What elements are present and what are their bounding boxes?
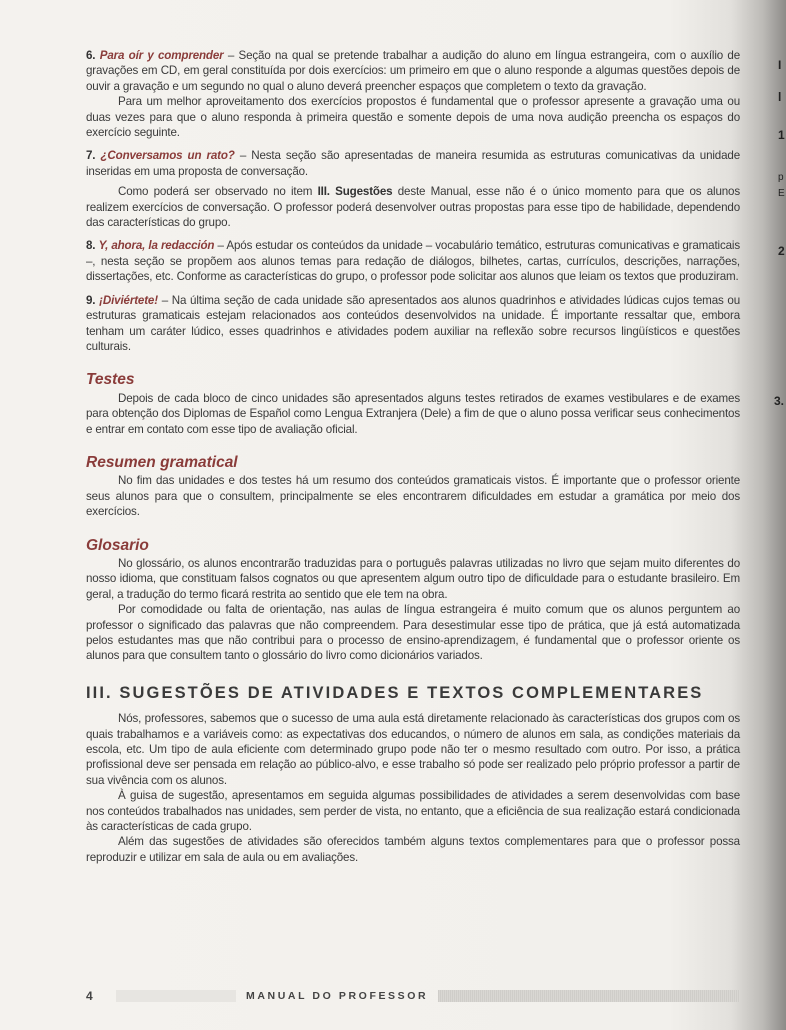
list-item-9 bbox=[86, 293, 740, 355]
paragraph-text: deste Manual, esse não é o único momento para que os alunos realizem exercícios de conversação. O professor poderá desenvolver outras propostas para esse tipo de habilidade, dependendo das características do grupo. bbox=[86, 185, 740, 230]
resumen-heading: Resumen gramatical bbox=[86, 453, 238, 471]
page-content bbox=[86, 48, 740, 865]
edge-mark: E bbox=[778, 188, 785, 199]
item-title: ¿Conversamos un rato? bbox=[100, 149, 235, 163]
page-footer bbox=[86, 988, 740, 1004]
item-number: 7. bbox=[86, 149, 96, 163]
list-item-6 bbox=[86, 48, 740, 140]
item-text: – Nesta seção são apresentadas de maneira resumida as estruturas comunicativas da unidade inseridas em uma proposta de conversação. bbox=[86, 149, 741, 178]
list-item-7 bbox=[86, 148, 740, 230]
edge-mark: p bbox=[778, 172, 784, 183]
edge-mark: 1 bbox=[778, 128, 785, 142]
edge-mark: I bbox=[778, 58, 782, 72]
item-text: – Após estudar os conteúdos da unidade – vocabulário temático, estruturas comunicativas e gramaticais –, nesta seção se propõem aos alunos temas para redação de diálogos, bilhetes, cartas, currículos, descrições, narrações, dissertações, etc. Conforme as características do grupo, o professor pode solicitar aos alunos que leiam os textos que produziram. bbox=[86, 239, 740, 284]
section-heading: III. SUGESTÕES DE ATIVIDADES E TEXTOS COMPLEMENTARES bbox=[86, 683, 704, 702]
item-title: Y, ahora, la redacción bbox=[98, 239, 215, 253]
footer-bar-left bbox=[116, 990, 236, 1002]
section-paragraph-2: À guisa de sugestão, apresentamos em seguida algumas possibilidades de atividades a serem desenvolvidas com base nos conteúdos trabalhados nas unidades, sem perder de vista, no entanto, que a eficiência de sua realização estará condicionada às características de cada grupo. bbox=[86, 789, 740, 834]
adjacent-page-edge bbox=[760, 0, 786, 1030]
section-paragraph-3: Além das sugestões de atividades são oferecidos também alguns textos complementares para que o professor possa reproduzir e utilizar em sala de aula ou em avaliações. bbox=[86, 835, 740, 864]
item-paragraph: Para um melhor aproveitamento dos exercícios propostos é fundamental que o professor apresente a gravação uma ou duas vezes para que o aluno responda à primeira questão e somente depois de uma nova audição preencha os espaços do exercício seguinte. bbox=[86, 95, 740, 140]
paragraph-text: Como poderá ser observado no item bbox=[118, 185, 318, 199]
item-title: ¡Diviértete! bbox=[99, 293, 158, 307]
testes-paragraph: Depois de cada bloco de cinco unidades são apresentados alguns testes retirados de exames vestibulares e de exames para obtenção dos Diplomas de Español como Lengua Extranjera (Dele) a fim de que o aluno possa verificar seus conhecimentos e entrar em contato com esse tipo de avaliação oficial. bbox=[86, 391, 740, 436]
glosario-paragraph-1: No glossário, os alunos encontrarão traduzidas para o português palavras utilizadas no livro que sejam muito diferentes do nosso idioma, que constituam falsos cognatos ou que apresentem algum outro tipo de dificuldade para o estudante brasileiro. Em geral, a tradução do termo ficará restrita ao sentido que ele tem na obra. bbox=[86, 556, 740, 601]
item-number: 8. bbox=[86, 239, 96, 253]
footer-bar bbox=[438, 990, 740, 1002]
item-text: – Seção na qual se pretende trabalhar a audição do aluno em língua estrangeira, com o auxílio de gravações em CD, em geral constituída por dois exercícios: um primeiro em que o aluno responde a algumas questões depois de ouvir a gravação e um segundo no qual o aluno deverá preencher espaços que completem o texto da gravação. bbox=[86, 49, 740, 93]
edge-mark: 3. bbox=[774, 394, 785, 408]
testes-heading: Testes bbox=[86, 371, 135, 389]
section-reference: III. Sugestões bbox=[317, 185, 393, 199]
item-paragraph bbox=[86, 184, 740, 230]
glosario-paragraph-2: Por comodidade ou falta de orientação, nas aulas de língua estrangeira é muito comum que os alunos perguntem ao professor o significado das palavras que não compreendem. Para desestimular esse tipo de prática, que já está automatizada pelos estudantes mas que não contribui para o processo de ensino-aprendizagem, é fundamental que o professor oriente os alunos para que consultem tanto o glossário do livro como dicionários variados. bbox=[86, 603, 740, 663]
item-number: 9. bbox=[86, 293, 96, 307]
item-number: 6. bbox=[86, 49, 96, 62]
page-number: 4 bbox=[86, 989, 93, 1003]
item-title: Para oír y comprender bbox=[99, 49, 224, 62]
section-paragraph-1: Nós, professores, sabemos que o sucesso de uma aula está diretamente relacionado às características dos grupos com os quais trabalhamos e a variáveis como: as expectativas dos educandos, o número de alunos em sala, as condições materiais da escola, etc. Um tipo de aula eficiente com determinado grupo pode não ter o mesmo resultado com outro. Por isso, a prática profissional deve ser pensada em relação ao público-alvo, e esse trabalho só pode ser realizado pelo próprio professor a partir de sua vivência com os alunos. bbox=[86, 712, 740, 787]
resumen-paragraph: No fim das unidades e dos testes há um resumo dos conteúdos gramaticais vistos. É importante que o professor oriente seus alunos para que o consultem, principalmente se eles encontrarem dificuldades em estudar a gramática por meio dos exercícios. bbox=[86, 474, 740, 519]
edge-mark: 2 bbox=[778, 244, 785, 258]
list-item-8 bbox=[86, 238, 740, 284]
item-text: – Na última seção de cada unidade são apresentados aos alunos quadrinhos e atividades lúdicas cujos temas ou estruturas gramaticais estejam relacionados aos conteúdos desenvolvidos na unidade. É importante ressaltar que, embora tenham um caráter lúdico, esses quadrinhos e atividades podem auxiliar na reflexão sobre recursos lingüísticos e questões culturais. bbox=[86, 293, 741, 353]
glosario-heading: Glosario bbox=[86, 536, 149, 554]
edge-mark: l bbox=[778, 90, 782, 104]
footer-title: MANUAL DO PROFESSOR bbox=[246, 990, 429, 1002]
